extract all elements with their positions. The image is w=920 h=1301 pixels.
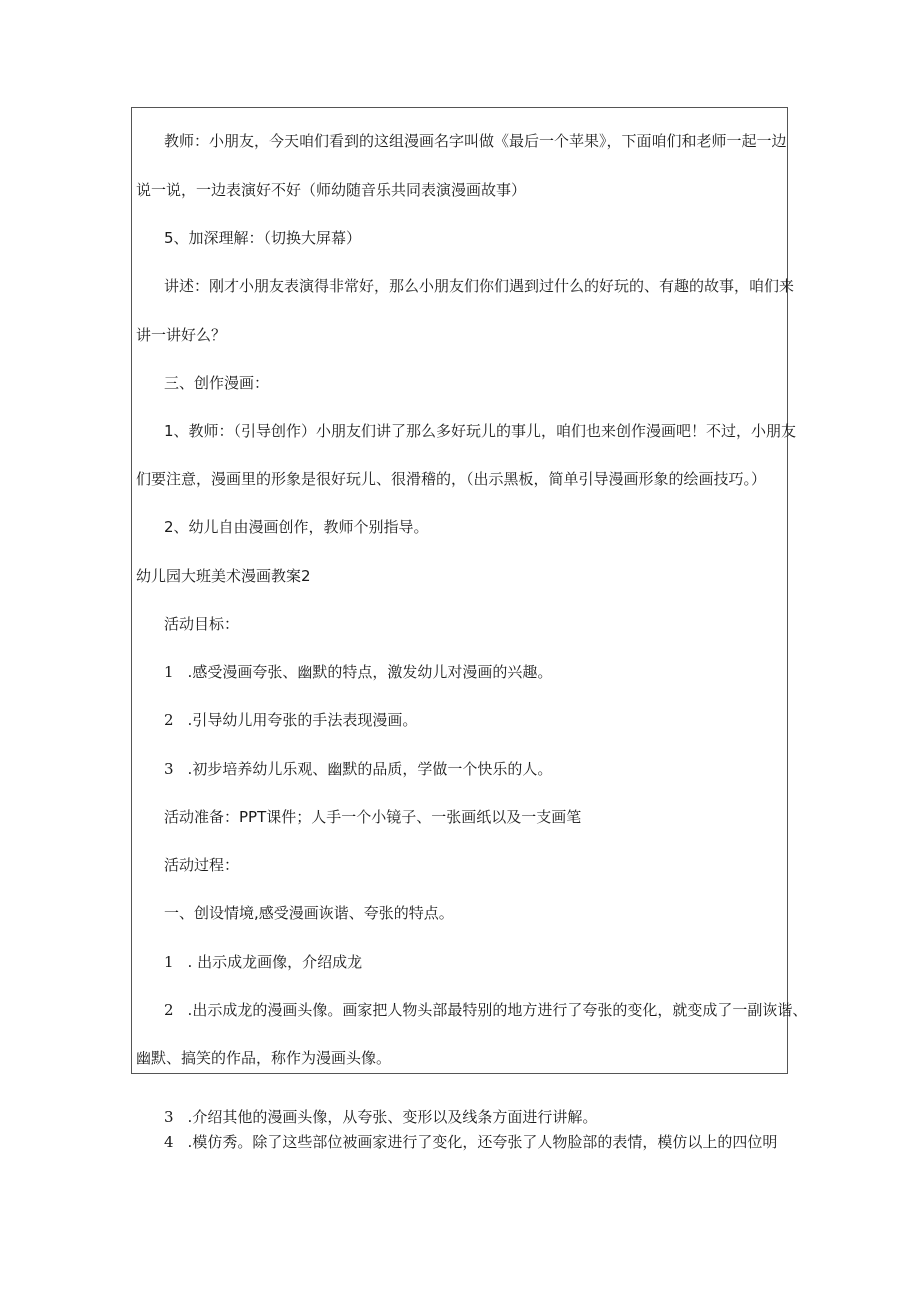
paragraph-text: 讲一讲好么？ [136, 326, 227, 344]
paragraph-teacher-intro [164, 131, 787, 151]
paragraph-narration [164, 276, 794, 296]
paragraph-text: 幽默、搞笑的作品，称作为漫画头像。 [136, 1049, 392, 1067]
heading-activity-goals [164, 614, 239, 634]
paragraph-text: 说一说，一边表演好不好（师幼随音乐共同表演漫画故事） [136, 181, 527, 199]
paragraph-text: 教师：小朋友，今天咱们看到的这组漫画名字叫做《最后一个苹果》，下面咱们和老师一起一边 [164, 132, 787, 150]
process-item-3 [164, 1107, 597, 1127]
list-text: .出示成龙的漫画头像。画家把人物头部最特别的地方进行了夸张的变化，就变成了一副诙谐、 [187, 1001, 808, 1019]
paragraph-deepen-understanding [164, 228, 361, 248]
goal-item-1 [164, 662, 552, 682]
list-text: .感受漫画夸张、幽默的特点，激发幼儿对漫画的兴趣。 [187, 663, 553, 681]
paragraph-text: 们要注意，漫画里的形象是很好玩儿、很滑稽的，（出示黑板，简单引导漫画形象的绘画技巧。） [136, 470, 767, 488]
list-number: 4 [164, 1133, 174, 1151]
heading-text: 三、创作漫画： [164, 374, 270, 392]
lesson-plan-title [136, 566, 311, 586]
paragraph-text: 活动准备：PPT课件；人手一个小镜子、一张画纸以及一支画笔 [164, 808, 582, 826]
heading-text: 活动过程： [164, 856, 240, 874]
process-item-2-cont [136, 1048, 391, 1068]
paragraph-free-creation [164, 517, 429, 537]
goal-item-3 [164, 759, 552, 779]
paragraph-guided-creation [164, 421, 796, 441]
list-number: 3 [164, 760, 174, 778]
process-item-1 [164, 952, 362, 972]
list-text: .模仿秀。除了这些部位被画家进行了变化，还夸张了人物脸部的表情，模仿以上的四位明 [187, 1133, 778, 1151]
paragraph-text: 5、加深理解：（切换大屏幕） [164, 229, 362, 247]
list-number: 1 [164, 953, 174, 971]
paragraph-text: 2、幼儿自由漫画创作，教师个别指导。 [164, 518, 429, 536]
paragraph-text: 讲述：刚才小朋友表演得非常好，那么小朋友们你们遇到过什么的好玩的、有趣的故事，咱们来 [164, 277, 795, 295]
heading-activity-process [164, 855, 239, 875]
list-number: 1 [164, 663, 174, 681]
paragraph-teacher-intro-cont [136, 180, 526, 200]
process-item-4 [164, 1132, 777, 1152]
list-number: 2 [164, 711, 174, 729]
paragraph-activity-prep [164, 807, 581, 827]
list-text: .介绍其他的漫画头像，从夸张、变形以及线条方面进行讲解。 [187, 1108, 598, 1126]
heading-text: 活动目标： [164, 615, 240, 633]
heading-text: 一、创设情境,感受漫画诙谐、夸张的特点。 [164, 904, 454, 922]
paragraph-text: 1、教师：（引导创作）小朋友们讲了那么多好玩儿的事儿，咱们也来创作漫画吧！不过，小朋友 [164, 422, 797, 440]
paragraph-narration-cont [136, 325, 226, 345]
section-heading-create-comics [164, 373, 269, 393]
list-number: 3 [164, 1108, 174, 1126]
list-text: . 出示成龙画像，介绍成龙 [187, 953, 363, 971]
list-number: 2 [164, 1001, 174, 1019]
paragraph-guided-creation-cont [136, 469, 766, 489]
list-text: .引导幼儿用夸张的手法表现漫画。 [187, 711, 418, 729]
process-item-2 [164, 1000, 807, 1020]
list-text: .初步培养幼儿乐观、幽默的品质，学做一个快乐的人。 [187, 760, 553, 778]
goal-item-2 [164, 710, 417, 730]
text-frame [131, 107, 788, 1074]
title-text: 幼儿园大班美术漫画教案2 [136, 567, 311, 585]
section-heading-create-scene [164, 903, 454, 923]
